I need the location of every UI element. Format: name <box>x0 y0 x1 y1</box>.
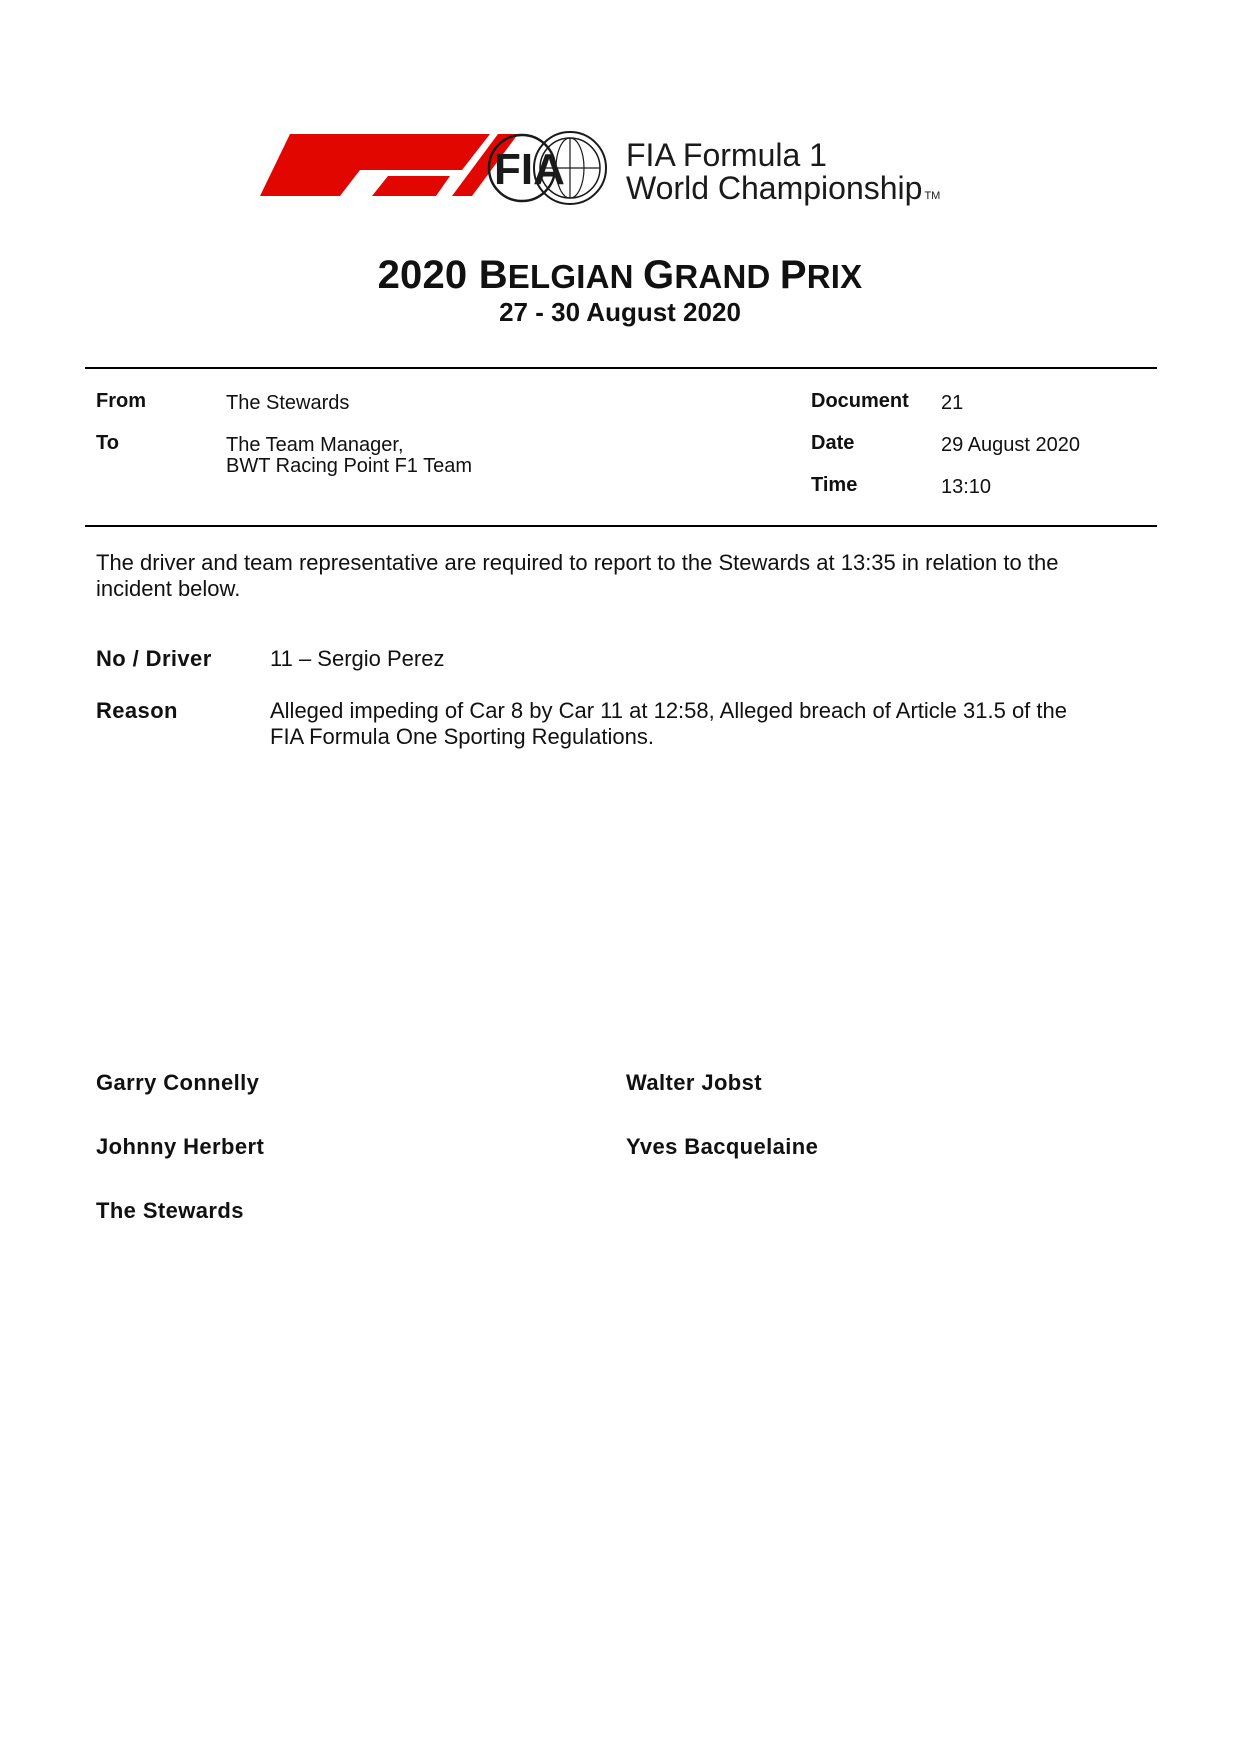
reason-line-1: Alleged impeding of Car 8 by Car 11 at 12:58, Alleged breach of Article 31.5 of the <box>270 698 1067 723</box>
driver-value: 11 – Sergio Perez <box>270 646 445 671</box>
to-value-line-2: BWT Racing Point F1 Team <box>226 455 473 477</box>
header-logo <box>260 130 1020 212</box>
reason-line-2: FIA Formula One Sporting Regulations. <box>270 724 654 749</box>
title-p-rest: RIX <box>806 258 863 295</box>
divider-top <box>85 367 1157 369</box>
from-value: The Stewards <box>226 392 350 414</box>
steward-name: Walter Jobst <box>626 1070 763 1095</box>
steward-name: Garry Connelly <box>96 1070 260 1095</box>
title-year: 2020 <box>377 253 479 297</box>
time-label: Time <box>811 474 858 496</box>
brand-line-2 <box>626 171 940 213</box>
title-g-rest: RAND <box>674 258 780 295</box>
title-g-cap: G <box>643 253 675 297</box>
summons-text <box>96 550 1146 602</box>
title-b-rest: ELGIAN <box>507 258 644 295</box>
document-label: Document <box>811 390 909 412</box>
summons-line-1: The driver and team representative are required to report to the Stewards at 13:35 in relation to the <box>96 550 1059 575</box>
event-title <box>0 252 1240 300</box>
time-value: 13:10 <box>941 476 992 498</box>
divider-bottom <box>85 525 1157 527</box>
reason-label: Reason <box>96 698 178 723</box>
from-label: From <box>96 390 146 412</box>
f1-fia-logo-graphic <box>260 130 640 212</box>
title-p-cap: P <box>779 253 807 297</box>
event-dates: 27 - 30 August 2020 <box>499 297 741 327</box>
f1-logo-icon <box>260 134 518 196</box>
steward-name: Yves Bacquelaine <box>626 1134 819 1159</box>
title-b-cap: B <box>478 253 508 297</box>
trademark-mark: TM <box>924 190 941 202</box>
brand-line-2-text: World Championship <box>626 170 923 206</box>
fia-wordmark: FIA <box>494 145 565 194</box>
to-value-line-1: The Team Manager, <box>226 434 404 456</box>
stewards-signature-label: The Stewards <box>96 1198 244 1223</box>
steward-name: Johnny Herbert <box>96 1134 265 1159</box>
brand-line-1: FIA Formula 1 <box>626 137 827 173</box>
driver-label: No / Driver <box>96 646 212 671</box>
document-value: 21 <box>941 392 964 414</box>
date-label: Date <box>811 432 855 454</box>
to-label: To <box>96 432 119 454</box>
reason-value <box>270 698 1150 750</box>
date-value: 29 August 2020 <box>941 434 1081 456</box>
summons-line-2: incident below. <box>96 576 241 601</box>
